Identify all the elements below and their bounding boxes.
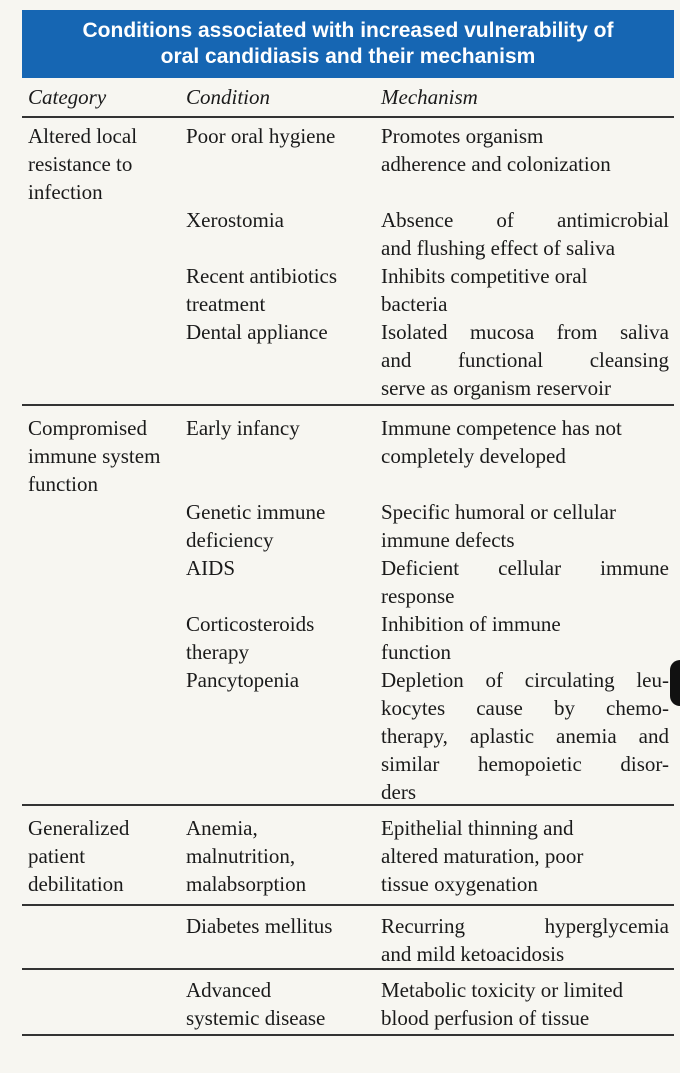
header-condition: Condition <box>186 85 271 109</box>
mechanism-cell-line: Metabolic toxicity or limited <box>381 978 624 1002</box>
category-cell-line: resistance to <box>28 152 133 176</box>
mechanism-cell-line: Isolated mucosa from saliva <box>381 320 669 344</box>
condition-cell <box>186 610 314 666</box>
row-divider <box>22 968 674 970</box>
category-cell-line: Generalized <box>28 816 130 840</box>
group-divider <box>22 404 674 406</box>
condition-cell-line: Dental appliance <box>186 320 328 344</box>
header-category: Category <box>28 85 107 109</box>
mechanism-cell-line: Immune competence has not <box>381 416 622 440</box>
row-divider <box>22 904 674 906</box>
condition-cell-line: deficiency <box>186 528 274 552</box>
mechanism-cell-line: tissue oxygenation <box>381 872 538 896</box>
mechanism-cell-line: Absence of antimicrobial <box>381 208 669 232</box>
mechanism-cell <box>381 610 669 666</box>
condition-cell-line: AIDS <box>186 556 236 580</box>
category-cell-line: Compromised <box>28 416 147 440</box>
mechanism-cell-line: Promotes organism <box>381 124 544 148</box>
mechanism-cell-line: and flushing effect of saliva <box>381 236 616 260</box>
mechanism-cell <box>381 206 669 262</box>
condition-cell-line: Advanced <box>186 978 272 1002</box>
category-cell <box>28 814 129 898</box>
mechanism-cell <box>381 122 669 178</box>
condition-cell-line: Genetic immune <box>186 500 326 524</box>
condition-cell-line: Early infancy <box>186 416 300 440</box>
condition-cell-line: Recent antibiotics <box>186 264 338 288</box>
mechanism-cell-line: Epithelial thinning and <box>381 816 574 840</box>
condition-cell-line: treatment <box>186 292 266 316</box>
mechanism-cell-line: Depletion of circulating leu- <box>381 668 669 692</box>
condition-cell-line: Anemia, <box>186 816 258 840</box>
condition-cell <box>186 206 284 234</box>
condition-cell-line: Poor oral hygiene <box>186 124 336 148</box>
mechanism-cell <box>381 262 669 318</box>
condition-cell-line: systemic disease <box>186 1006 326 1030</box>
category-cell-line: debilitation <box>28 872 124 896</box>
condition-cell-line: malabsorption <box>186 872 307 896</box>
condition-cell <box>186 318 328 346</box>
mechanism-cell <box>381 666 669 806</box>
condition-cell-line: Xerostomia <box>186 208 284 232</box>
mechanism-cell-line: completely developed <box>381 444 566 468</box>
condition-cell-line: malnutrition, <box>186 844 296 868</box>
category-cell-line: patient <box>28 844 86 868</box>
mechanism-cell <box>381 498 669 554</box>
mechanism-cell-line: response <box>381 584 455 608</box>
mechanism-cell-line: ders <box>381 780 416 804</box>
condition-cell <box>186 912 332 940</box>
condition-cell <box>186 498 325 554</box>
condition-cell <box>186 262 337 318</box>
category-cell-line: function <box>28 472 98 496</box>
mechanism-cell-line: therapy, aplastic anemia and <box>381 724 669 748</box>
mechanism-cell-line: altered maturation, poor <box>381 844 584 868</box>
mechanism-cell-line: adherence and colonization <box>381 152 611 176</box>
mechanism-cell-line: Inhibition of immune <box>381 612 561 636</box>
table-title <box>22 10 674 78</box>
mechanism-cell-line: serve as organism reservoir <box>381 376 611 400</box>
title-line-2: oral candidiasis and their mechanism <box>160 45 536 68</box>
mechanism-cell-line: Specific humoral or cellular <box>381 500 616 524</box>
condition-cell <box>186 122 335 150</box>
condition-cell <box>186 414 300 442</box>
category-cell-line: infection <box>28 180 103 204</box>
table-bottom-rule <box>22 1034 674 1036</box>
mechanism-cell-line: Deficient cellular immune <box>381 556 669 580</box>
title-line-1: Conditions associated with increased vulnerability of <box>82 19 614 42</box>
condition-cell-line: Corticosteroids <box>186 612 315 636</box>
mechanism-cell <box>381 912 669 968</box>
condition-cell <box>186 554 235 582</box>
mechanism-cell-line: and mild ketoacidosis <box>381 942 565 966</box>
mechanism-cell-line: bacteria <box>381 292 448 316</box>
condition-cell-line: Pancytopenia <box>186 668 300 692</box>
mechanism-cell <box>381 318 669 402</box>
mechanism-cell-line: and functional cleansing <box>381 348 669 372</box>
condition-cell <box>186 976 325 1032</box>
category-cell-line: immune system <box>28 444 161 468</box>
mechanism-cell-line: Recurring hyperglycemia <box>381 914 669 938</box>
mechanism-cell-line: immune defects <box>381 528 515 552</box>
mechanism-cell <box>381 814 669 898</box>
mechanism-cell-line: blood perfusion of tissue <box>381 1006 590 1030</box>
condition-cell <box>186 666 299 694</box>
category-cell <box>28 122 137 206</box>
group-divider <box>22 804 674 806</box>
condition-cell-line: therapy <box>186 640 249 664</box>
mechanism-cell <box>381 414 669 470</box>
mechanism-cell <box>381 976 669 1032</box>
mechanism-cell-line: similar hemopoietic disor- <box>381 752 669 776</box>
condition-cell-line: Diabetes mellitus <box>186 914 333 938</box>
mechanism-cell <box>381 554 669 610</box>
condition-cell <box>186 814 306 898</box>
category-cell-line: Altered local <box>28 124 138 148</box>
table-sheet <box>22 10 674 1030</box>
mechanism-cell-line: function <box>381 640 451 664</box>
header-mechanism: Mechanism <box>381 85 478 109</box>
table-header-row <box>22 78 674 118</box>
category-cell <box>28 414 160 498</box>
page-edge-shadow <box>670 660 680 706</box>
mechanism-cell-line: kocytes cause by chemo- <box>381 696 669 720</box>
mechanism-cell-line: Inhibits competitive oral <box>381 264 588 288</box>
